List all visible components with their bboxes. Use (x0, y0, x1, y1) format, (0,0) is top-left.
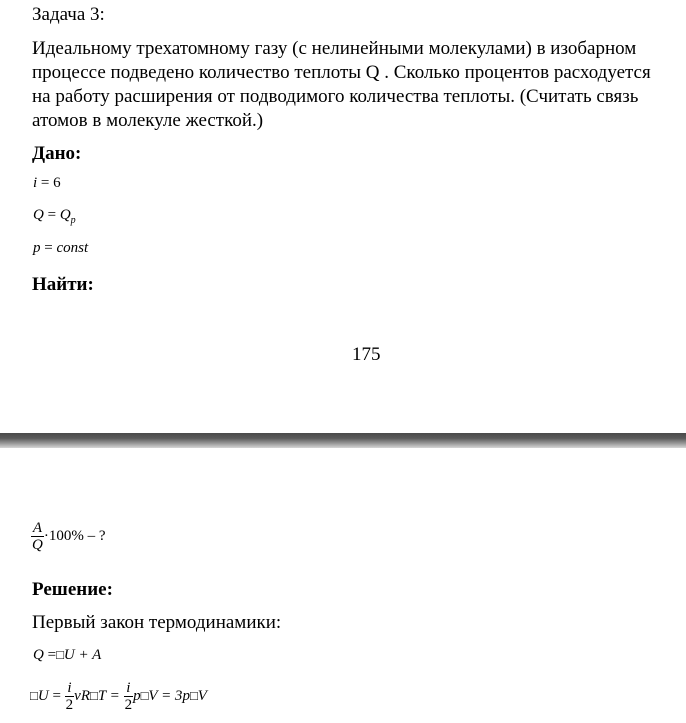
solution-label: Решение: (32, 579, 113, 600)
find-tail: ·100% – ? (43, 527, 106, 544)
given-p-eq: = (40, 240, 57, 256)
given-q-eq: = (43, 207, 60, 223)
eq2-num-1: i (65, 680, 75, 697)
eq2-mid: νR (74, 687, 90, 704)
find-denominator: Q (32, 537, 43, 553)
given-q (33, 207, 76, 224)
eq2-t: T = (97, 687, 124, 704)
given-q-rhs: Q (59, 207, 71, 223)
missing-glyph-icon: □ (189, 687, 198, 703)
eq1-rest: U + A (63, 647, 102, 663)
given-q-sub: p (70, 215, 76, 226)
given-i-eq: = 6 (37, 175, 61, 191)
missing-glyph-icon: □ (140, 687, 149, 703)
page-separator (0, 433, 686, 448)
eq2-v: V = 3 (148, 687, 183, 704)
eq1-eq: = (43, 647, 57, 663)
eq2-fraction-1 (65, 680, 75, 713)
given-label: Дано: (32, 143, 82, 164)
eq2-v2: V (197, 687, 207, 704)
eq1-lhs: Q (33, 647, 44, 663)
given-p-lhs: p (33, 240, 41, 256)
given-i (33, 175, 61, 192)
eq2-den-2: 2 (124, 697, 133, 713)
equation-1 (33, 647, 101, 664)
eq2-den-1: 2 (65, 697, 74, 713)
task-line-2: процессе подведено количество теплоты Q . Сколько процентов расходуется (32, 62, 651, 83)
task-line-4: атомов в молекуле жесткой.) (32, 110, 264, 131)
eq2-eq: = (48, 687, 65, 704)
eq2-p: p (133, 687, 141, 704)
eq2-fraction-2 (124, 680, 134, 713)
missing-glyph-icon: □ (56, 647, 64, 662)
given-p (33, 240, 88, 257)
equation-2 (30, 680, 207, 713)
task-line-3: на работу расширения от подводимого количества теплоты. (Считать связь (32, 86, 639, 107)
eq2-u: U (37, 687, 49, 704)
task-heading: Задача 3: (32, 4, 105, 25)
given-q-lhs: Q (33, 207, 44, 223)
find-fraction (31, 520, 44, 553)
task-line-1: Идеальному трехатомному газу (с нелинейными молекулами) в изобарном (32, 38, 637, 59)
find-label: Найти: (32, 274, 94, 295)
find-expression (31, 520, 106, 553)
page-bottom (0, 448, 686, 723)
missing-glyph-icon: □ (90, 687, 98, 703)
first-law-heading: Первый закон термодинамики: (32, 612, 282, 633)
missing-glyph-icon: □ (30, 687, 38, 703)
eq2-num-2: i (124, 680, 134, 697)
page-number: 175 (352, 344, 381, 365)
eq2-p2: p (182, 687, 190, 704)
find-numerator: A (32, 520, 42, 536)
given-i-var: i (33, 175, 38, 191)
given-p-rhs: const (56, 240, 89, 256)
